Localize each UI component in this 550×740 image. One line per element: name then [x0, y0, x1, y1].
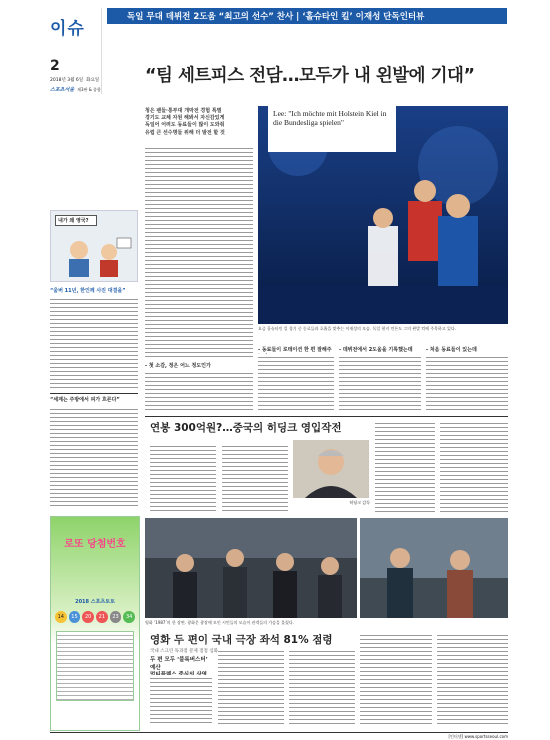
lede-line-3: 독일어 어려도 동료들이 많이 도와줘	[145, 122, 225, 129]
page-number: 2	[50, 58, 60, 74]
news-inset	[268, 106, 396, 152]
lotto-number: 14	[55, 611, 67, 623]
film-headline: 영화 두 편이 국내 극장 좌석 81% 점령	[150, 634, 333, 646]
film-body-4	[360, 632, 432, 725]
lede-line-1: 청은 팬들·통부대 개막전 경험 특별	[145, 108, 222, 114]
main-body-col-3	[339, 354, 421, 412]
main-headline: “팀 세트피스 전담…모두가 내 왼발에 기대”	[145, 66, 475, 86]
lotto-number: 20	[82, 611, 94, 623]
feature-body-1	[150, 443, 216, 513]
lotto-table	[56, 631, 134, 701]
issue-date: 2018년 3월 6일	[50, 78, 84, 83]
film-body-2	[218, 648, 284, 725]
lotto-ad-brand: 2018 스포츠토토	[75, 599, 115, 605]
main-subhead-3: - 데뷔전에서 2도움을 기록했는데	[339, 347, 413, 353]
film-kicker: 국내 스크린 독과점 문제 점점 심화	[150, 649, 219, 654]
feature-body-2	[222, 443, 288, 513]
section-title: 이슈	[50, 19, 85, 39]
lede-line-2: 경기도 교체 자원 해봐서 자신감있게	[145, 115, 225, 122]
top-banner	[107, 8, 507, 24]
film-body-1	[150, 675, 212, 725]
lotto-number: 21	[96, 611, 108, 623]
main-body-col-1b	[145, 370, 253, 412]
film-body-3	[289, 648, 355, 725]
main-subhead-1: - 첫 소감, 정은 어느 정도인가	[145, 363, 211, 369]
footer-text: [인터넷] www.sportsseoul.com	[448, 734, 508, 739]
sidebar-body-1	[50, 296, 138, 388]
film-still-2	[360, 518, 508, 618]
main-subhead-2: - 동료들이 로테이션 한 편 잘해주	[258, 347, 332, 353]
main-photo	[258, 106, 508, 324]
main-photo-caption: 요즘 홀슈타인 킬 경기 중 동료들과 호흡을 맞추는 이재성의 모습. 독일 현지 언론도 그의 왼발 킥에 주목하고 있다.	[258, 326, 457, 331]
feature-headline: 연봉 300억원?…중국의 히딩크 영입작전	[150, 422, 342, 434]
feature-divider	[145, 416, 508, 417]
main-body-col-4	[426, 354, 508, 412]
film-body-5	[437, 632, 508, 725]
top-banner-text: 독일 무대 데뷔전 2도움 “최고의 선수” 찬사 | ‘홀슈타인 킬’ 이재성 단독인터뷰	[127, 12, 425, 22]
main-lede	[145, 108, 253, 137]
main-subhead-4: - 처음 동료들이 있는데	[426, 347, 477, 353]
hiddink-byline: 히딩크 감독	[349, 500, 370, 505]
lotto-number: 15	[69, 611, 81, 623]
hiddink-photo	[293, 440, 369, 498]
feature-body-4	[440, 420, 508, 513]
sidebar-heading: “세계는 주방에서 피가 흐른다”	[50, 393, 138, 403]
main-body-col-1	[145, 145, 253, 360]
main-body-col-2	[258, 354, 334, 412]
lotto-ad-title: 로또 당첨번호	[64, 539, 126, 550]
page-label: 제3판 & 종합	[77, 86, 101, 92]
sidebar-image	[50, 210, 138, 282]
lotto-ad[interactable]	[50, 516, 140, 731]
film-still-1	[145, 518, 357, 618]
sidebar-body-2	[50, 406, 138, 506]
film-photo-left	[145, 518, 357, 618]
film-photo-caption: 영화 ‘1987’의 한 장면. 광화문 광장에 모인 시민들의 모습이 관객들의 가슴을 울렸다.	[145, 620, 295, 625]
news-inset-title: Lee: "Ich möchte mit Holstein Kiel in die Bundesliga spielen"	[273, 109, 387, 127]
sidebar-illustration	[51, 230, 137, 280]
section-masthead	[50, 8, 102, 94]
hiddink-portrait	[293, 440, 369, 498]
sidebar-caption: “울버 11년, 한인께 사진 대결을”	[50, 288, 126, 294]
lede-line-4: 유럽 큰 선수명들 위해 더 발전 할 것	[145, 129, 225, 136]
lotto-number: 34	[123, 611, 135, 623]
sidebar-box-title: 내가 왜 영국?	[55, 215, 97, 226]
issue-weekday: 화요일	[86, 78, 100, 83]
feature-body-3	[375, 420, 435, 513]
footer-rule	[50, 732, 508, 733]
lotto-number: 23	[110, 611, 122, 623]
paper-logo: 스포츠서울	[50, 87, 75, 93]
film-photo-right	[360, 518, 508, 618]
film-subhead-1: 두 편 모두 ‘블록버스터’ 예산	[150, 657, 208, 671]
lotto-numbers	[55, 611, 135, 623]
